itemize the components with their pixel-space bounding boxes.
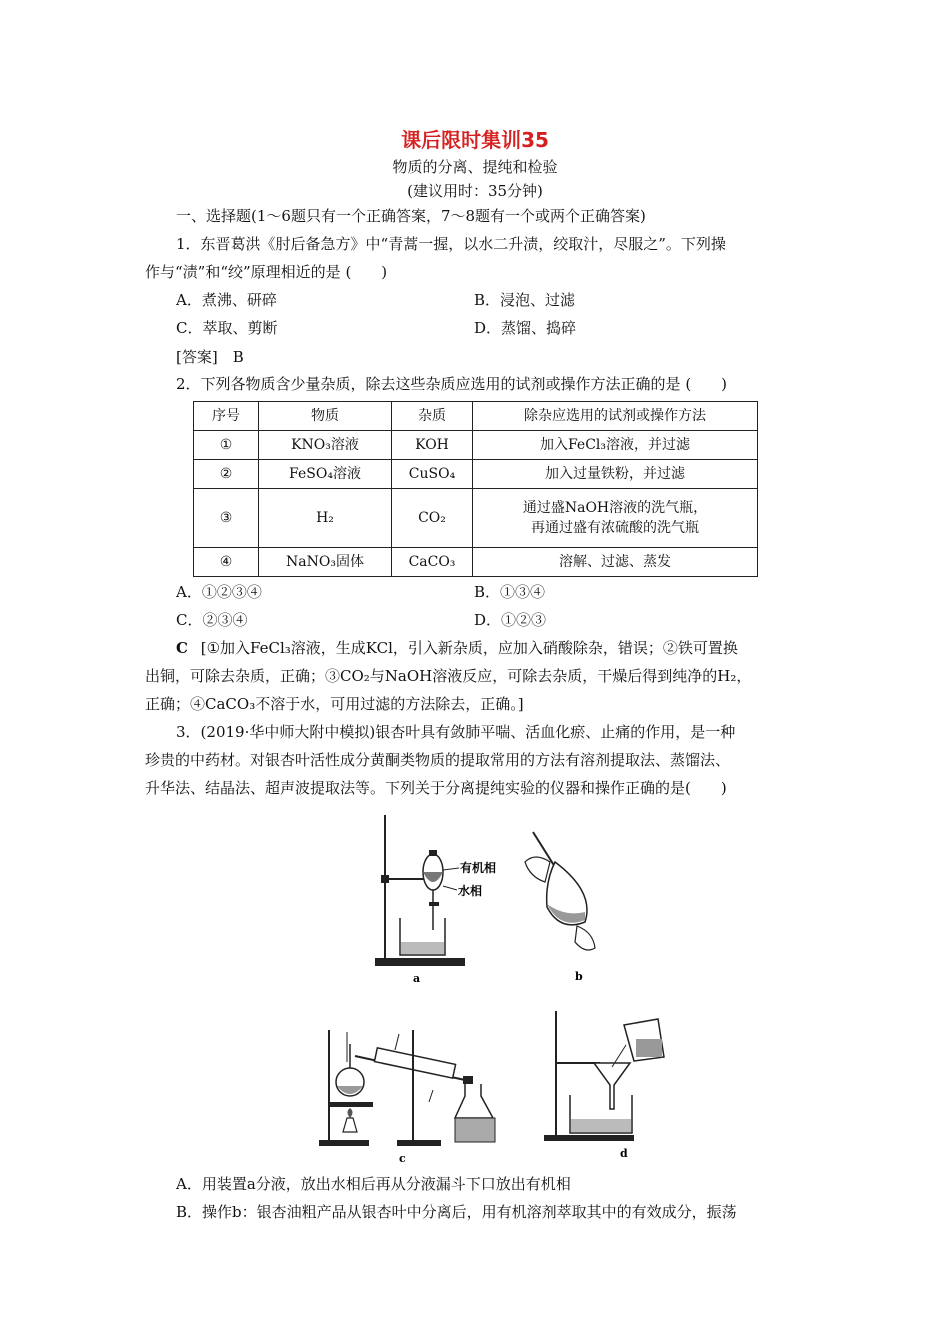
q2-explanation-line1 (176, 637, 738, 659)
figure-c-distillation (315, 1022, 515, 1170)
q3-stem-line1: 3．(2019·华中师大附中模拟)银杏叶具有敛肺平喘、活血化瘀、止痛的作用，是一种 (176, 723, 736, 741)
figure-b-caption: b (575, 970, 583, 983)
q2-option-c: C．②③④ (176, 611, 248, 629)
table-header-row (194, 402, 758, 431)
q1-answer: [答案] B (176, 348, 244, 366)
table-cell: H₂ (259, 489, 392, 548)
q2-explanation-text: [①加入FeCl₃溶液，生成KCl，引入新杂质，应加入硝酸除杂，错误；②铁可置换 (200, 639, 738, 657)
q1-option-b: B．浸泡、过滤 (474, 291, 576, 309)
table-header: 除杂应选用的试剂或操作方法 (473, 402, 758, 431)
q3-option-a: A．用装置a分液，放出水相后再从分液漏斗下口放出有机相 (176, 1175, 571, 1193)
q2-option-d: D．①②③ (474, 611, 547, 629)
table-header: 杂质 (392, 402, 473, 431)
q3-option-b: B．操作b：银杏油粗产品从银杏叶中分离后，用有机溶剂萃取其中的有效成分，振荡 (176, 1203, 737, 1221)
label-organic-phase: 有机相 (460, 861, 497, 875)
label-aqueous-phase: 水相 (458, 884, 483, 898)
q3-stem-line3: 升华法、结晶法、超声波提取法等。下列关于分离提纯实验的仪器和操作正确的是( ) (145, 779, 727, 797)
table-cell: ② (194, 460, 259, 489)
q1-option-a: A．煮沸、研碎 (176, 291, 277, 309)
q1-option-c: C．萃取、剪断 (176, 319, 278, 337)
q2-explanation-line2: 出铜，可除去杂质，正确；③CO₂与NaOH溶液反应，可除去杂质，干燥后得到纯净的H₂， (145, 667, 752, 685)
table-row (194, 548, 758, 577)
section-heading: 一、选择题(1～6题只有一个正确答案，7～8题有一个或两个正确答案) (176, 207, 646, 225)
table-row (194, 431, 758, 460)
table-header: 物质 (259, 402, 392, 431)
table-cell: ① (194, 431, 259, 460)
table-cell: 加入过量铁粉，并过滤 (473, 460, 758, 489)
time-hint: (建议用时：35分钟) (407, 182, 543, 200)
q2-option-a: A．①②③④ (176, 583, 262, 601)
figure-b-shaking-funnel (505, 822, 615, 992)
figure-d-caption: d (620, 1147, 628, 1160)
table-cell: KOH (392, 431, 473, 460)
page-subtitle: 物质的分离、提纯和检验 (392, 158, 558, 176)
table-cell: ④ (194, 548, 259, 577)
q1-stem-line2: 作与“渍”和“绞”原理相近的是 ( ) (145, 263, 388, 281)
table-cell: ③ (194, 489, 259, 548)
figure-a-separatory-funnel (365, 810, 505, 990)
table-cell: 加入FeCl₃溶液，并过滤 (473, 431, 758, 460)
table-cell: 溶解、过滤、蒸发 (473, 548, 758, 577)
table-row (194, 460, 758, 489)
figure-d-filtration (540, 1005, 700, 1165)
q2-answer-letter: C (176, 639, 188, 657)
figure-c-caption: c (399, 1152, 406, 1165)
table-cell: CO₂ (392, 489, 473, 548)
table-cell: CaCO₃ (392, 548, 473, 577)
q1-option-d: D．蒸馏、捣碎 (474, 319, 577, 337)
table-cell: KNO₃溶液 (259, 431, 392, 460)
table-header: 序号 (194, 402, 259, 431)
table-cell: CuSO₄ (392, 460, 473, 489)
table-row (194, 489, 758, 548)
q1-stem-line1: 1．东晋葛洪《肘后备急方》中“青蒿一握，以水二升渍，绞取汁，尽服之”。下列操 (176, 235, 726, 253)
table-cell (473, 489, 758, 548)
impurity-table (193, 401, 758, 577)
table-cell-line: 再通过盛有浓硫酸的洗气瓶 (531, 520, 699, 536)
q2-explanation-line3: 正确；④CaCO₃不溶于水，可用过滤的方法除去，正确。] (145, 695, 524, 713)
page-title: 课后限时集训35 (401, 128, 549, 152)
table-cell: NaNO₃固体 (259, 548, 392, 577)
q2-option-b: B．①③④ (474, 583, 546, 601)
table-cell: FeSO₄溶液 (259, 460, 392, 489)
table-cell-line: 通过盛NaOH溶液的洗气瓶， (522, 500, 708, 516)
q2-stem: 2．下列各物质含少量杂质，除去这些杂质应选用的试剂或操作方法正确的是 ( ) (176, 375, 728, 393)
q3-stem-line2: 珍贵的中药材。对银杏叶活性成分黄酮类物质的提取常用的方法有溶剂提取法、蒸馏法、 (145, 751, 731, 769)
figure-a-caption: a (413, 972, 421, 985)
